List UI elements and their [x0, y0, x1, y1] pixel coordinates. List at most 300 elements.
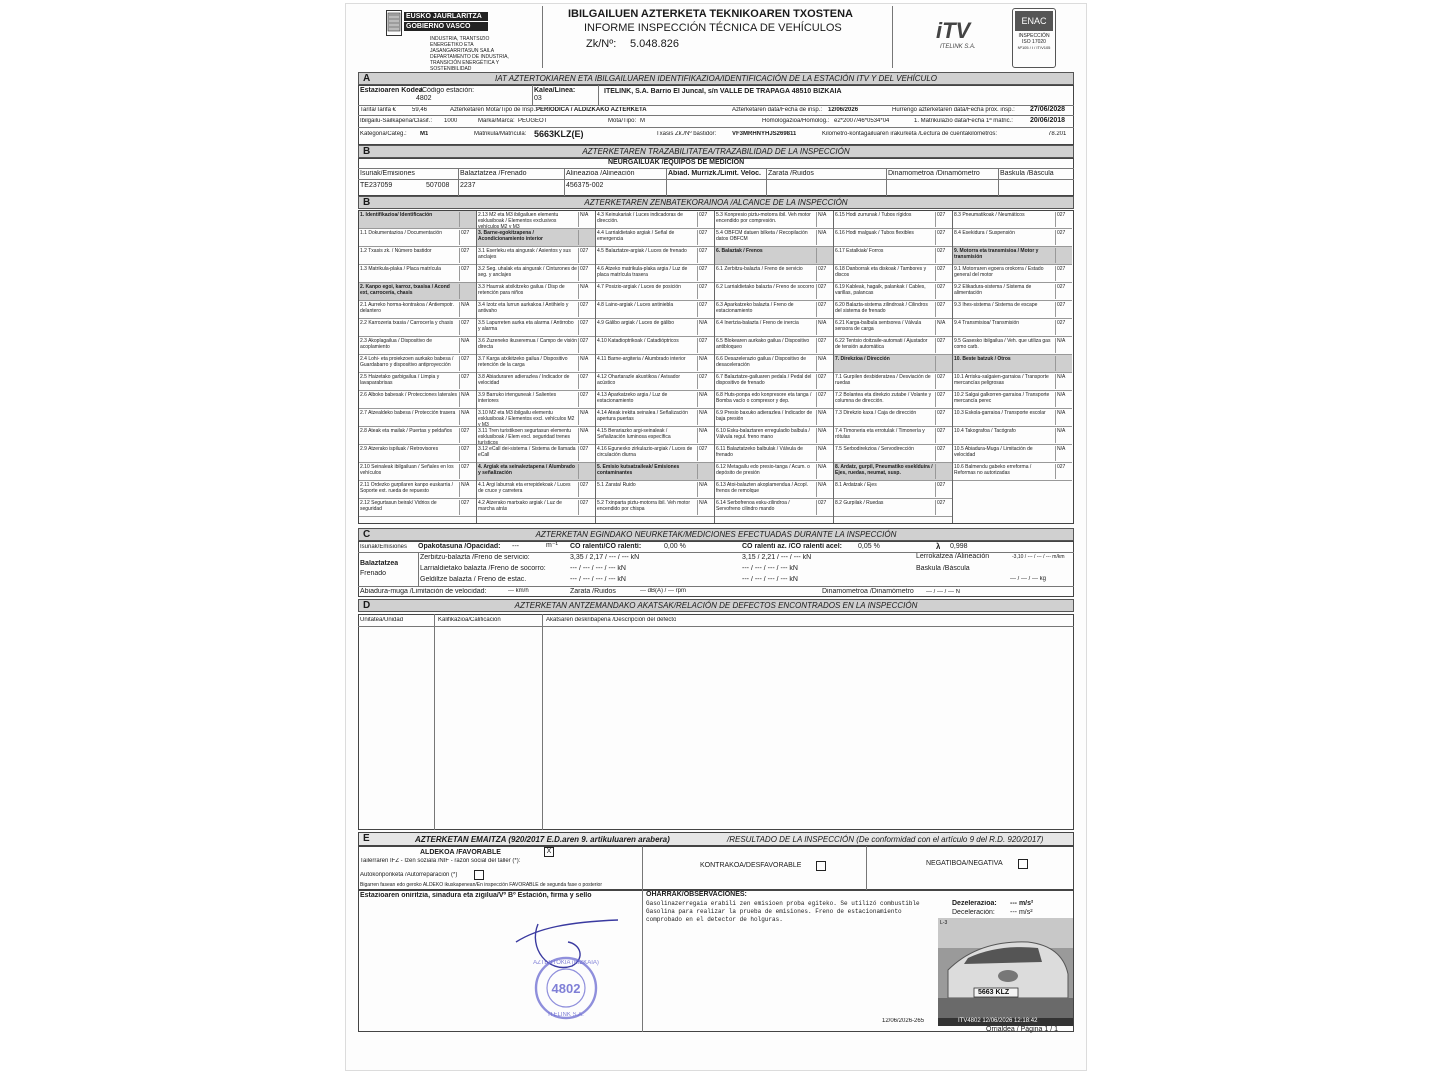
scope-item	[715, 391, 833, 409]
vin-value: VF3MRHNYHJS269811	[732, 131, 797, 137]
parking-brake-label: Geldiltze balazta / Freno de estac.	[420, 576, 527, 583]
unfavorable-checkbox[interactable]	[816, 861, 826, 871]
scope-item-code: 027	[697, 248, 713, 263]
type-label: Mota/Tipo:	[608, 118, 637, 124]
inspection-type: PERIODICA / ALDIZKAKO AZTERKETA	[536, 107, 647, 113]
scope-item-code: N/A	[1055, 338, 1071, 353]
scope-item-label: 4.16 Egunexko zirkulazio-argiak / Luces de circulación diurna	[597, 446, 693, 458]
photo-plate: 5663 KLZ	[978, 989, 1010, 996]
scope-item	[834, 409, 952, 427]
scope-item	[715, 355, 833, 373]
scope-item-label: 4.6 Atzeko matrikula-plaka argia / Luz de placa matrícula trasera	[597, 266, 688, 278]
scope-item	[477, 409, 595, 427]
scope-item-label: 7.3 Direkzio kaxa / Caja de dirección	[835, 410, 917, 416]
scope-item-label: 10.6 Balmendu gabeko erreforma / Reformas no autorizadas	[954, 464, 1032, 476]
scope-item-code: 027	[697, 446, 713, 461]
section-b-trace-title: AZTERKETAREN TRAZABILITATEA/TRAZABILIDAD DE LA INSPECCIÓN	[582, 147, 850, 156]
co-idle-value: 0,00 %	[664, 543, 686, 550]
scope-item-label: 9. Motorra eta transmisioa / Motor y transmisión	[954, 248, 1039, 260]
observation-line: comprobado en el detector de holguras.	[646, 916, 783, 923]
scope-item	[715, 481, 833, 499]
scope-item-label: 7.4 Timoneria eta errotulak / Timonería y rótulas	[835, 428, 925, 440]
scope-item	[359, 211, 476, 229]
scope-item-code: 027	[578, 482, 594, 497]
scope-item-code: N/A	[816, 464, 832, 479]
itv-brand: ITELINK S.A.	[940, 44, 976, 50]
scope-item-code: 027	[935, 212, 951, 227]
scope-item	[477, 373, 595, 391]
scope-item-code	[578, 464, 594, 479]
scope-item-code: N/A	[578, 212, 594, 227]
scope-item-code: 027	[578, 266, 594, 281]
favorable-label: ALDEKOA /FAVORABLE	[420, 849, 501, 856]
scope-item	[359, 319, 476, 337]
dyno-label: Dinamometroa /Dinamómetro	[822, 588, 914, 595]
service-brake-label: Zerbitzu-balazta /Freno de servicio:	[420, 554, 530, 561]
self-repair-checkbox[interactable]	[474, 870, 484, 880]
inspection-scope-grid	[358, 210, 1074, 524]
scope-item	[596, 229, 714, 247]
deceleration-label-es: Deceleración:	[952, 909, 995, 916]
vehicle-photo	[938, 918, 1073, 1026]
scope-item	[834, 445, 952, 463]
scope-column	[834, 211, 953, 523]
scope-item	[596, 409, 714, 427]
scope-item-label: 6.9 Presio baxuko adierazlea / Indicador de baja presión	[716, 410, 813, 422]
scope-item-code: 027	[459, 248, 475, 263]
scope-item-label: 6.21 Karga-balbula sentsorea / Válvula sensora de carga	[835, 320, 922, 332]
enac-line: INSPECCIÓN	[1018, 33, 1050, 39]
equip-col-emissions: Isuriak/Emisiones	[360, 170, 415, 177]
scope-item-label: 4.10 Katadioptrikoak / Catadióptricos	[597, 338, 679, 344]
next-date: 27/06/2028	[1030, 106, 1066, 113]
scope-item-label: 7.5 Serbodirekzioa / Servodirección	[835, 446, 914, 452]
scope-item	[477, 427, 595, 445]
department-line: JASANGARRITASUN SAILA	[430, 48, 495, 54]
scope-item	[477, 301, 595, 319]
scale-label: Baskula /Báscula	[916, 565, 970, 572]
scope-item	[834, 247, 952, 265]
station-code-label: Estazioaren Kodea	[360, 87, 423, 94]
scope-item	[359, 463, 476, 481]
lambda-value: 0,998	[950, 543, 968, 550]
section-e-bar	[358, 832, 1074, 846]
scope-item-code: 027	[935, 500, 951, 515]
emergency-brake-axle2: --- / --- / --- / --- kN	[742, 565, 798, 572]
scope-item	[953, 445, 1072, 463]
scope-item	[596, 337, 714, 355]
emissions-label: Isuriak/Emisiones	[360, 544, 408, 550]
scope-item-code: N/A	[459, 338, 475, 353]
scope-item-code	[1055, 356, 1071, 371]
deceleration-label-eu: Dezelerazioa:	[952, 900, 997, 907]
equip-col-brakes: Balaztatzea /Frenado	[460, 170, 527, 177]
scope-item-label: 4.3 Keinukariak / Luces indicadoras de dirección.	[597, 212, 683, 224]
station-code: 4802	[416, 95, 432, 102]
department-line: SOSTENIBILIDAD	[430, 66, 472, 72]
class-label: Ibilgailu-Sailkapena/Clasif.:	[360, 118, 433, 124]
scope-item-code: 027	[697, 230, 713, 245]
first-reg-label: 1. Matrikulazio data/Fecha 1ª matric.:	[914, 118, 1013, 124]
scope-item	[596, 463, 714, 481]
defects-table	[358, 614, 1074, 830]
scope-item-label: 6.12 Metagailu edo presio-tanga / Acum. o depósito de presión	[716, 464, 810, 476]
scope-item-code: 027	[816, 500, 832, 515]
emergency-brake-axle1: --- / --- / --- / --- kN	[570, 565, 626, 572]
co-accel-label: CO ralenti az. /CO ralentí acel:	[742, 543, 842, 550]
scope-item-code	[697, 464, 713, 479]
scope-item	[834, 283, 952, 301]
scope-item-code: 027	[459, 356, 475, 371]
category-label: Kategoria/Categ.:	[360, 131, 407, 137]
footer-date: 12/06/2026-265	[882, 1018, 925, 1024]
scope-item-label: 2.11 Ordezko gurpilaren kanpo euskarria / Soporte ext. rueda de repuesto	[360, 482, 454, 494]
scope-item-label: 6.8 Huts-ponpa edo konpresore eta tanga / Bomba vacío o compresor y dep.	[716, 392, 812, 404]
scope-item-code: 027	[935, 302, 951, 317]
scope-item-code: N/A	[1055, 374, 1071, 389]
scope-item	[715, 283, 833, 301]
scope-item	[953, 301, 1072, 319]
scope-item-label: 6.19 Kableak, hagaik, palankak / Cables, varillas, palancas	[835, 284, 926, 296]
scope-item	[834, 391, 952, 409]
scope-item-label: 5.1 Zarata/ Ruido	[597, 482, 636, 488]
scope-item	[477, 481, 595, 499]
scope-item-label: 8.2 Gurpilak / Ruedas	[835, 500, 884, 506]
scope-item-code: N/A	[697, 356, 713, 371]
scope-item-label: 4.15 Berariazko argi-seinaleak / Señalización luminosa específica	[597, 428, 671, 440]
stamp-bottom-text: ITELINK S.A.	[548, 1012, 584, 1018]
scope-item	[834, 499, 952, 517]
scope-item-code: 027	[935, 338, 951, 353]
scope-item	[715, 445, 833, 463]
scope-item-label: 6.7 Balaztatze-gailuaren pedala / Pedal del dispositivo de frenado	[716, 374, 812, 386]
braking-label: Balaztatzea	[360, 560, 399, 567]
scope-item	[477, 445, 595, 463]
scope-item-label: 4.1 Argi laburrak eta errepidekoak / Luces de cruce y carretera	[478, 482, 571, 494]
header-divider	[892, 6, 893, 68]
scope-item-label: 2.10 Seinaleak ibilgailuan / Señales en los vehículos	[360, 464, 454, 476]
scope-item-label: 3.12 eCall dei-sistema / Sistema de llamada eCall	[478, 446, 576, 458]
scope-item	[715, 337, 833, 355]
scope-item	[834, 355, 952, 373]
scope-item-label: 2. Kanpo egoi, karroz, txasisa / Acond ext, carrocería, chasis	[360, 284, 450, 296]
scope-item-label: 2.1 Aurreko horma-kontrakoa / Antiempotr. delantero	[360, 302, 454, 314]
photo-tag: L-3	[940, 920, 948, 926]
scope-item	[477, 229, 595, 247]
scope-item-label: 2.9 Atzerako ispiluak / Retrovisores	[360, 446, 439, 452]
favorable-checkbox[interactable]: X	[544, 847, 554, 857]
scope-item-label: 6.20 Balazta-sistema zilindroak / Cilindros del sistema de frenado	[835, 302, 928, 314]
scope-item-code: 027	[816, 302, 832, 317]
negative-checkbox[interactable]	[1018, 859, 1028, 869]
section-letter: B	[363, 146, 371, 157]
report-title-eu: IBILGAILUEN AZTERKETA TEKNIKOAREN TXOSTENA	[568, 8, 853, 20]
km-value: 78.201	[1048, 131, 1067, 137]
scope-item-label: 10.3 Eskola-garraioa / Transporte escolar	[954, 410, 1046, 416]
scope-item-code: N/A	[816, 320, 832, 335]
scope-item	[953, 463, 1072, 481]
scope-item	[596, 319, 714, 337]
service-brake-axle2: 3,15 / 2,21 / --- / --- kN	[742, 554, 812, 561]
scope-item-code: N/A	[1055, 446, 1071, 461]
scope-item-label: 10.5 Abiadura-Muga / Limitación de velocidad	[954, 446, 1033, 458]
homolog-label: Homologazioa/Homolog.:	[762, 118, 830, 124]
section-d-title: AZTERKETAN ANTZEMANDAKO AKATSAK/RELACIÓN DE DEFECTOS ENCONTRADOS EN LA INSPECCIÓN	[514, 601, 918, 610]
scope-item-label: 4.12 Ohartarazle akustikoa / Avisador acústico	[597, 374, 681, 386]
section-b-scope-bar	[358, 196, 1074, 209]
scope-item	[953, 355, 1072, 373]
scope-item	[477, 319, 595, 337]
scope-item-code: 027	[697, 266, 713, 281]
scale-value: --- / --- / --- kg	[1010, 576, 1046, 582]
co-idle-label: CO ralenti/CO ralentí:	[570, 543, 642, 550]
scope-item	[596, 283, 714, 301]
scope-item-label: 3.10 M2 eta M3 ibilgailu elementu esklusiboak / Elementos excl. vehículos M2 y M3	[478, 410, 575, 427]
scope-item-code: 027	[935, 482, 951, 497]
self-repair-label: Autokonponketa /Autorreparación (*)	[360, 872, 458, 878]
scope-item	[715, 265, 833, 283]
scope-item	[953, 265, 1072, 283]
scope-item	[359, 301, 476, 319]
scope-item-code: 027	[935, 248, 951, 263]
scope-item	[953, 373, 1072, 391]
section-letter: C	[363, 529, 371, 540]
report-number: 5.048.826	[630, 38, 679, 50]
scope-item	[953, 391, 1072, 409]
scope-item-label: 6.11 Balaztatzeko balbulak / Válvula de frenado	[716, 446, 803, 458]
scope-item	[596, 445, 714, 463]
section-letter: E	[363, 833, 370, 844]
scope-item-code: 027	[816, 392, 832, 407]
scope-item-code: 027	[578, 446, 594, 461]
scope-item	[359, 445, 476, 463]
negative-label: NEGATIBOA/NEGATIVA	[926, 860, 1003, 867]
report-title-es: INFORME INSPECCIÓN TÉCNICA DE VEHÍCULOS	[584, 22, 842, 34]
scope-item-label: 6.15 Hodi zurrunak / Tubos rígidos	[835, 212, 912, 218]
insp-date: 12/06/2026	[828, 107, 859, 113]
section-a-title: IAT AZTERTOKIAREN ETA IBILGAILUAREN IDENTIFIKAZIOA/IDENTIFICACIÓN DE LA ESTACIÓN ITV Y DEL VEHÍCULO	[494, 74, 937, 83]
scope-item-code: 027	[935, 428, 951, 443]
defects-col-qualification: Kalifikazioa/Calificación	[438, 617, 501, 623]
scope-item-code: N/A	[816, 230, 832, 245]
section-d-bar	[358, 599, 1074, 612]
brand-value: PEUGEOT	[518, 118, 548, 124]
scope-item	[953, 229, 1072, 247]
report-number-label: Zk/Nº:	[586, 38, 617, 50]
scope-item	[953, 211, 1072, 229]
scope-item	[596, 373, 714, 391]
scope-item-code: 027	[935, 410, 951, 425]
scope-item	[715, 247, 833, 265]
type-value: M	[640, 118, 645, 124]
scope-item	[715, 463, 833, 481]
scope-item-code: 027	[1055, 266, 1071, 281]
brake-equipment-id: 2237	[460, 182, 476, 189]
section-c-bar	[358, 528, 1074, 541]
scope-item-code: 027	[1055, 302, 1071, 317]
scope-item	[359, 247, 476, 265]
scope-item-code: 027	[459, 500, 475, 515]
scope-item-label: 6.22 Tentsio doitzaile-automati / Ajustador de tensión automática	[835, 338, 928, 350]
scope-item	[834, 373, 952, 391]
km-label: Kilometro-kontagailuaren irakurketa /Lectura de cuentakilómetros:	[822, 131, 998, 137]
scope-item	[953, 319, 1072, 337]
observation-line: Gasolina para realizar la prueba de emisiones. Freno de estacionamiento	[646, 908, 902, 915]
equip-col-scale: Baskula /Báscula	[1000, 170, 1054, 177]
observation-line: Gasolinazerregaia erabili zen emisioen proba egiteko. Se utilizó combustible	[646, 900, 920, 907]
scope-item	[477, 265, 595, 283]
scope-item-label: 3.6 Zuzeneko ikuseremua / Campo de visión directa	[478, 338, 577, 350]
tariff-value: 59,46	[412, 107, 428, 113]
scope-item-code: 027	[1055, 230, 1071, 245]
scope-item-label: 4.13 Aparkatzeko argia / Luz de estacionamiento	[597, 392, 668, 404]
emissions-equipment-id: 507008	[426, 182, 450, 189]
scope-item-label: 6.10 Esku-balaztaren erreguladio balbula / Válvula regul. freno mano	[716, 428, 810, 440]
scope-item-code	[935, 464, 951, 479]
scope-item-label: 6.18 Danborrak eta diskoak / Tambores y discos	[835, 266, 927, 278]
plate-value: 5663KLZ(E)	[534, 129, 584, 139]
scope-item-label: 9.3 Ihes-sistema / Sistema de escape	[954, 302, 1038, 308]
alignment-equipment-id: 456375-002	[566, 182, 604, 189]
lambda-label: λ	[936, 542, 941, 551]
scope-item	[834, 229, 952, 247]
scope-item-code: N/A	[697, 320, 713, 335]
first-reg-value: 20/06/2018	[1030, 117, 1066, 124]
scope-item	[359, 373, 476, 391]
scope-column	[477, 211, 596, 523]
signature-label: Estazioaren oniritzia, sinadura eta zigilua/Vº Bº Estación, firma y sello	[360, 892, 592, 899]
section-e-title-es: /RESULTADO DE LA INSPECCIÓN (De conformidad con el artículo 9 del R.D. 920/2017)	[727, 835, 1044, 844]
scope-item-label: 10. Beste batzuk / Otros	[954, 356, 1011, 362]
scope-item	[715, 373, 833, 391]
noise-value: --- dB(A) / --- rpm	[640, 588, 686, 594]
parking-brake-axle2: --- / --- / --- / --- kN	[742, 576, 798, 583]
scope-item-label: 6.13 Atoi-balazten akoplamendua / Acopl. frenos de remolque	[716, 482, 809, 494]
scope-item	[596, 211, 714, 229]
deceleration-value: --- m/s²	[1010, 909, 1033, 916]
speed-limit-value: --- km/h	[508, 588, 529, 594]
scope-item	[477, 337, 595, 355]
alignment-label: Lerrokatzea /Alineación	[916, 553, 990, 560]
scope-item	[359, 409, 476, 427]
scope-item-label: 1.2 Txasis zk. / Número bastidor	[360, 248, 432, 254]
department-line: INDUSTRIA, TRANTSIZIO	[430, 36, 490, 42]
scope-item	[477, 499, 595, 517]
scope-item-label: 3.3 Haurrak atxikitzeko gailua / Disp de retención para niños	[478, 284, 565, 296]
scope-item-label: 5.3 Konpresio piztu-motorra ibil. Veh motor encendido por compresión.	[716, 212, 811, 224]
scope-item	[953, 247, 1072, 265]
scope-item-label: 6.4 Inertzia-balazta / Freno de inercia	[716, 320, 799, 326]
scope-item	[359, 427, 476, 445]
scope-item-label: 2.2 Karrozeria txasia / Carrocería y chasis	[360, 320, 454, 326]
department-line: TRANSICIÓN ENERGÉTICA Y	[430, 60, 500, 66]
scope-item-label: 6.3 Aparkatzeko balazta / Freno de estacionamiento	[716, 302, 794, 314]
enac-line: ISO 17020	[1022, 39, 1046, 45]
scope-item-label: 4.5 Balaztatze-argiak / Luces de frenado	[597, 248, 687, 254]
scope-item-code: 027	[459, 446, 475, 461]
section-e-title: AZTERKETAN EMAITZA (920/2017 E.D.aren 9. artikuluaren arabera)	[415, 835, 670, 844]
scope-item-code: 027	[935, 446, 951, 461]
enac-line: Nº105 / I / IT/V105	[1017, 45, 1051, 50]
scope-item	[834, 301, 952, 319]
scope-item	[596, 301, 714, 319]
scope-item	[359, 283, 476, 301]
scope-item	[834, 463, 952, 481]
scope-item-code: 027	[816, 338, 832, 353]
section-letter: B	[363, 197, 371, 208]
scope-item-label: 4.8 Laino-argiak / Luces antiniebla	[597, 302, 674, 308]
defects-col-unit: Unitatea/Unidad	[360, 617, 404, 623]
scope-item-code: 027	[816, 266, 832, 281]
scope-item	[359, 499, 476, 517]
section-a-bar	[358, 72, 1074, 85]
opacity-value: ---	[512, 543, 519, 550]
scope-item-code: N/A	[459, 410, 475, 425]
scope-item-label: 2.3 Akoplagailua / Dispositivo de acoplamiento	[360, 338, 432, 350]
station-name: ITELINK, S.A. Barrio El Juncal, s/n VALLE DE TRAPAGA 48510 BIZKAIA	[604, 88, 842, 95]
scope-item-label: 6.1 Zerbitzu-balazta / Freno de servicio	[716, 266, 803, 272]
scope-item-label: 3.5 Lapurreten aurka eta alarma / Antirrobo y alarma	[478, 320, 574, 332]
scope-item	[596, 499, 714, 517]
deceleration-value: --- m/s²	[1010, 900, 1034, 907]
scope-item-label: 1.3 Matrikula-plaka / Placa matrícula	[360, 266, 441, 272]
scope-item-code: N/A	[459, 302, 475, 317]
scope-item-code: N/A	[816, 212, 832, 227]
scope-item-code: 027	[697, 302, 713, 317]
scope-item-label: 7.2 Bolantea eta direkzio zutabe / Volante y columna de dirección.	[835, 392, 932, 404]
scope-item-code: 027	[935, 284, 951, 299]
scope-item	[834, 337, 952, 355]
scope-item	[834, 265, 952, 283]
scope-item-label: 5. Emisio kutsatzaileak/ Emisiones contaminantes	[597, 464, 680, 476]
scope-item	[596, 355, 714, 373]
scope-item	[596, 391, 714, 409]
scope-item-code: N/A	[816, 356, 832, 371]
scope-item-label: 4.2 Atzerako martxako argiak / Luz de marcha atrás	[478, 500, 562, 512]
scope-item-label: 1.1 Dokumentazioa / Documentación	[360, 230, 442, 236]
parking-brake-axle1: --- / --- / --- / --- kN	[570, 576, 626, 583]
stamp-number: 4802	[551, 981, 581, 996]
signature-stamp-icon	[508, 918, 638, 1028]
scope-item	[477, 247, 595, 265]
section-b-trace-bar	[358, 145, 1074, 158]
scope-item-code	[459, 212, 475, 227]
scope-item	[715, 499, 833, 517]
scope-item	[834, 319, 952, 337]
scope-item-label: 4. Argiak eta seinaleztapena / Alumbrado y señalización	[478, 464, 575, 476]
scope-item-label: 4.7 Posizio-argiak / Luces de posición	[597, 284, 681, 290]
workshop-label: Tailerraren IFZ - Izen soziala /NIF - razón social del taller (*):	[360, 858, 521, 864]
header-divider	[542, 6, 543, 68]
scope-item-code: 027	[459, 374, 475, 389]
scope-item-code: 027	[697, 374, 713, 389]
scope-item-label: 10.2 Salgai galkorren-garraioa / Transporte mercancía perec	[954, 392, 1050, 404]
scope-item	[477, 355, 595, 373]
scope-item-label: 6. Balaztak / Frenos	[716, 248, 763, 254]
scope-item-code: 027	[578, 248, 594, 263]
defects-col-description: Akatsaren deskribapena /Descripción del defecto	[546, 617, 677, 623]
scope-item-code: 027	[459, 230, 475, 245]
scope-item-label: 10.4 Takografoa / Tacógrafo	[954, 428, 1016, 434]
unfavorable-label: KONTRAKOA/DESFAVORABLE	[700, 862, 802, 869]
scope-column	[953, 211, 1073, 523]
scope-item-code: 027	[578, 338, 594, 353]
scope-item-label: 3.11 Tren turistikoen segurtasun elementu esklusiboak / Elem excl. seguridad trenes turísticos	[478, 428, 572, 445]
scope-item	[359, 229, 476, 247]
scope-item-code: 027	[459, 428, 475, 443]
class-value: 1000	[444, 118, 458, 124]
scope-item	[715, 409, 833, 427]
